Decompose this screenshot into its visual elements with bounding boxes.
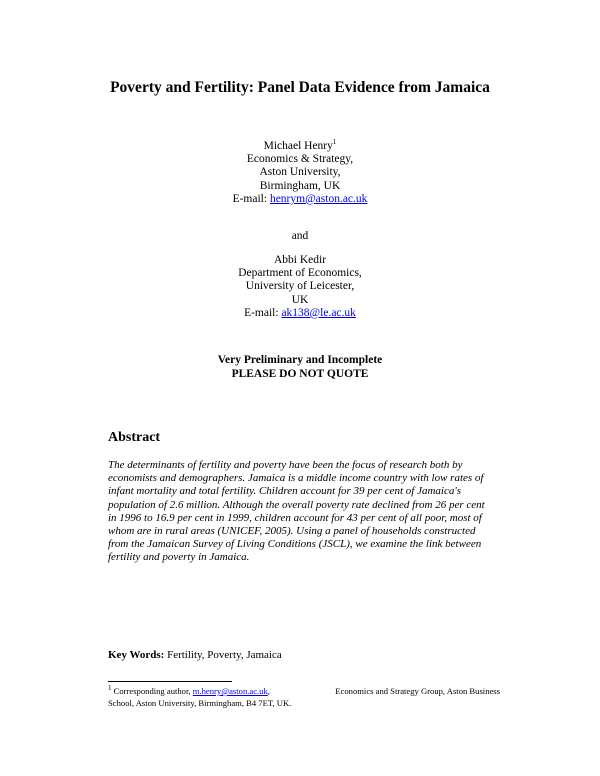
author-2-affiliation-2: University of Leicester, [245, 280, 355, 293]
footnote-lead: $^1$ Corresponding author, m.henry@aston.ac.uk, [108, 684, 270, 696]
footnote-email-link[interactable]: m.henry@aston.ac.uk [192, 686, 268, 696]
author-1-name-line [0, 140, 600, 153]
abstract-body [108, 459, 500, 565]
author-2-name: Abbi Kedir [273, 254, 327, 266]
author-1-footnote-mark: 1 [332, 138, 337, 147]
footnote-line-2: School, Aston University, Birmingham, B4 7ET, UK. [108, 697, 292, 708]
author-1-email-label: E-mail: [232, 192, 270, 205]
author-2-email-line [0, 307, 600, 320]
author-1-email-line [0, 193, 600, 206]
abstract-line: whom are in rural areas (UNICEF, 2005). Using a panel of households constructed [108, 525, 476, 538]
author-2-email-label: E-mail: [244, 306, 282, 319]
keywords [108, 649, 282, 661]
author-2-email-link[interactable]: ak138@le.ac.uk [281, 306, 356, 319]
author-1-name: Michael Henry [263, 140, 333, 152]
abstract-line: fertility and poverty in Jamaica. [108, 551, 250, 564]
author-separator: and [291, 230, 309, 242]
author-1-email-link[interactable]: henrym@aston.ac.uk [269, 192, 368, 205]
draft-notice-line-1: Very Preliminary and Incomplete [217, 354, 383, 366]
author-2-affiliation-1: Department of Economics, [238, 267, 362, 280]
author-1-block [0, 140, 600, 206]
footnote-mark: 1 [108, 684, 112, 693]
footnote [108, 686, 500, 709]
abstract-line: population of 2.6 million. Although the overall poverty rate declined from 26 per cent [108, 498, 485, 511]
abstract-line: economists and demographers. Jamaica is a middle income country with low rates of [108, 472, 484, 485]
author-1-affiliation-3: Birmingham, UK [259, 179, 341, 192]
author-2-block [0, 254, 600, 320]
draft-notice-line-2: PLEASE DO NOT QUOTE [231, 367, 369, 380]
keywords-value: Fertility, Poverty, Jamaica [164, 649, 282, 661]
keywords-label: Key Words: [108, 649, 165, 661]
author-2-affiliation-3: UK [291, 293, 309, 306]
footnote-divider [108, 681, 232, 682]
abstract-line: in 1996 to 16.9 per cent in 1999, children account for 43 per cent of all poor, most of [108, 511, 482, 524]
footnote-affiliation: Economics and Strategy Group, Aston Business [335, 686, 500, 696]
author-1-affiliation-2: Aston University, [259, 166, 341, 179]
abstract-line: infant mortality and total fertility. Children account for 39 per cent of Jamaica's [108, 485, 461, 498]
abstract-heading: Abstract [108, 430, 161, 445]
draft-notice [0, 354, 600, 381]
footnote-line-1 [108, 686, 500, 698]
paper-title: Poverty and Fertility: Panel Data Evidence from Jamaica [110, 79, 490, 96]
abstract-line: from the Jamaican Survey of Living Conditions (JSCL), we examine the link between [108, 538, 482, 551]
author-1-affiliation-1: Economics & Strategy, [246, 153, 354, 166]
footnote-prefix: Corresponding author, [111, 686, 193, 696]
abstract-line: The determinants of fertility and poverty have been the focus of research both by [108, 459, 463, 471]
